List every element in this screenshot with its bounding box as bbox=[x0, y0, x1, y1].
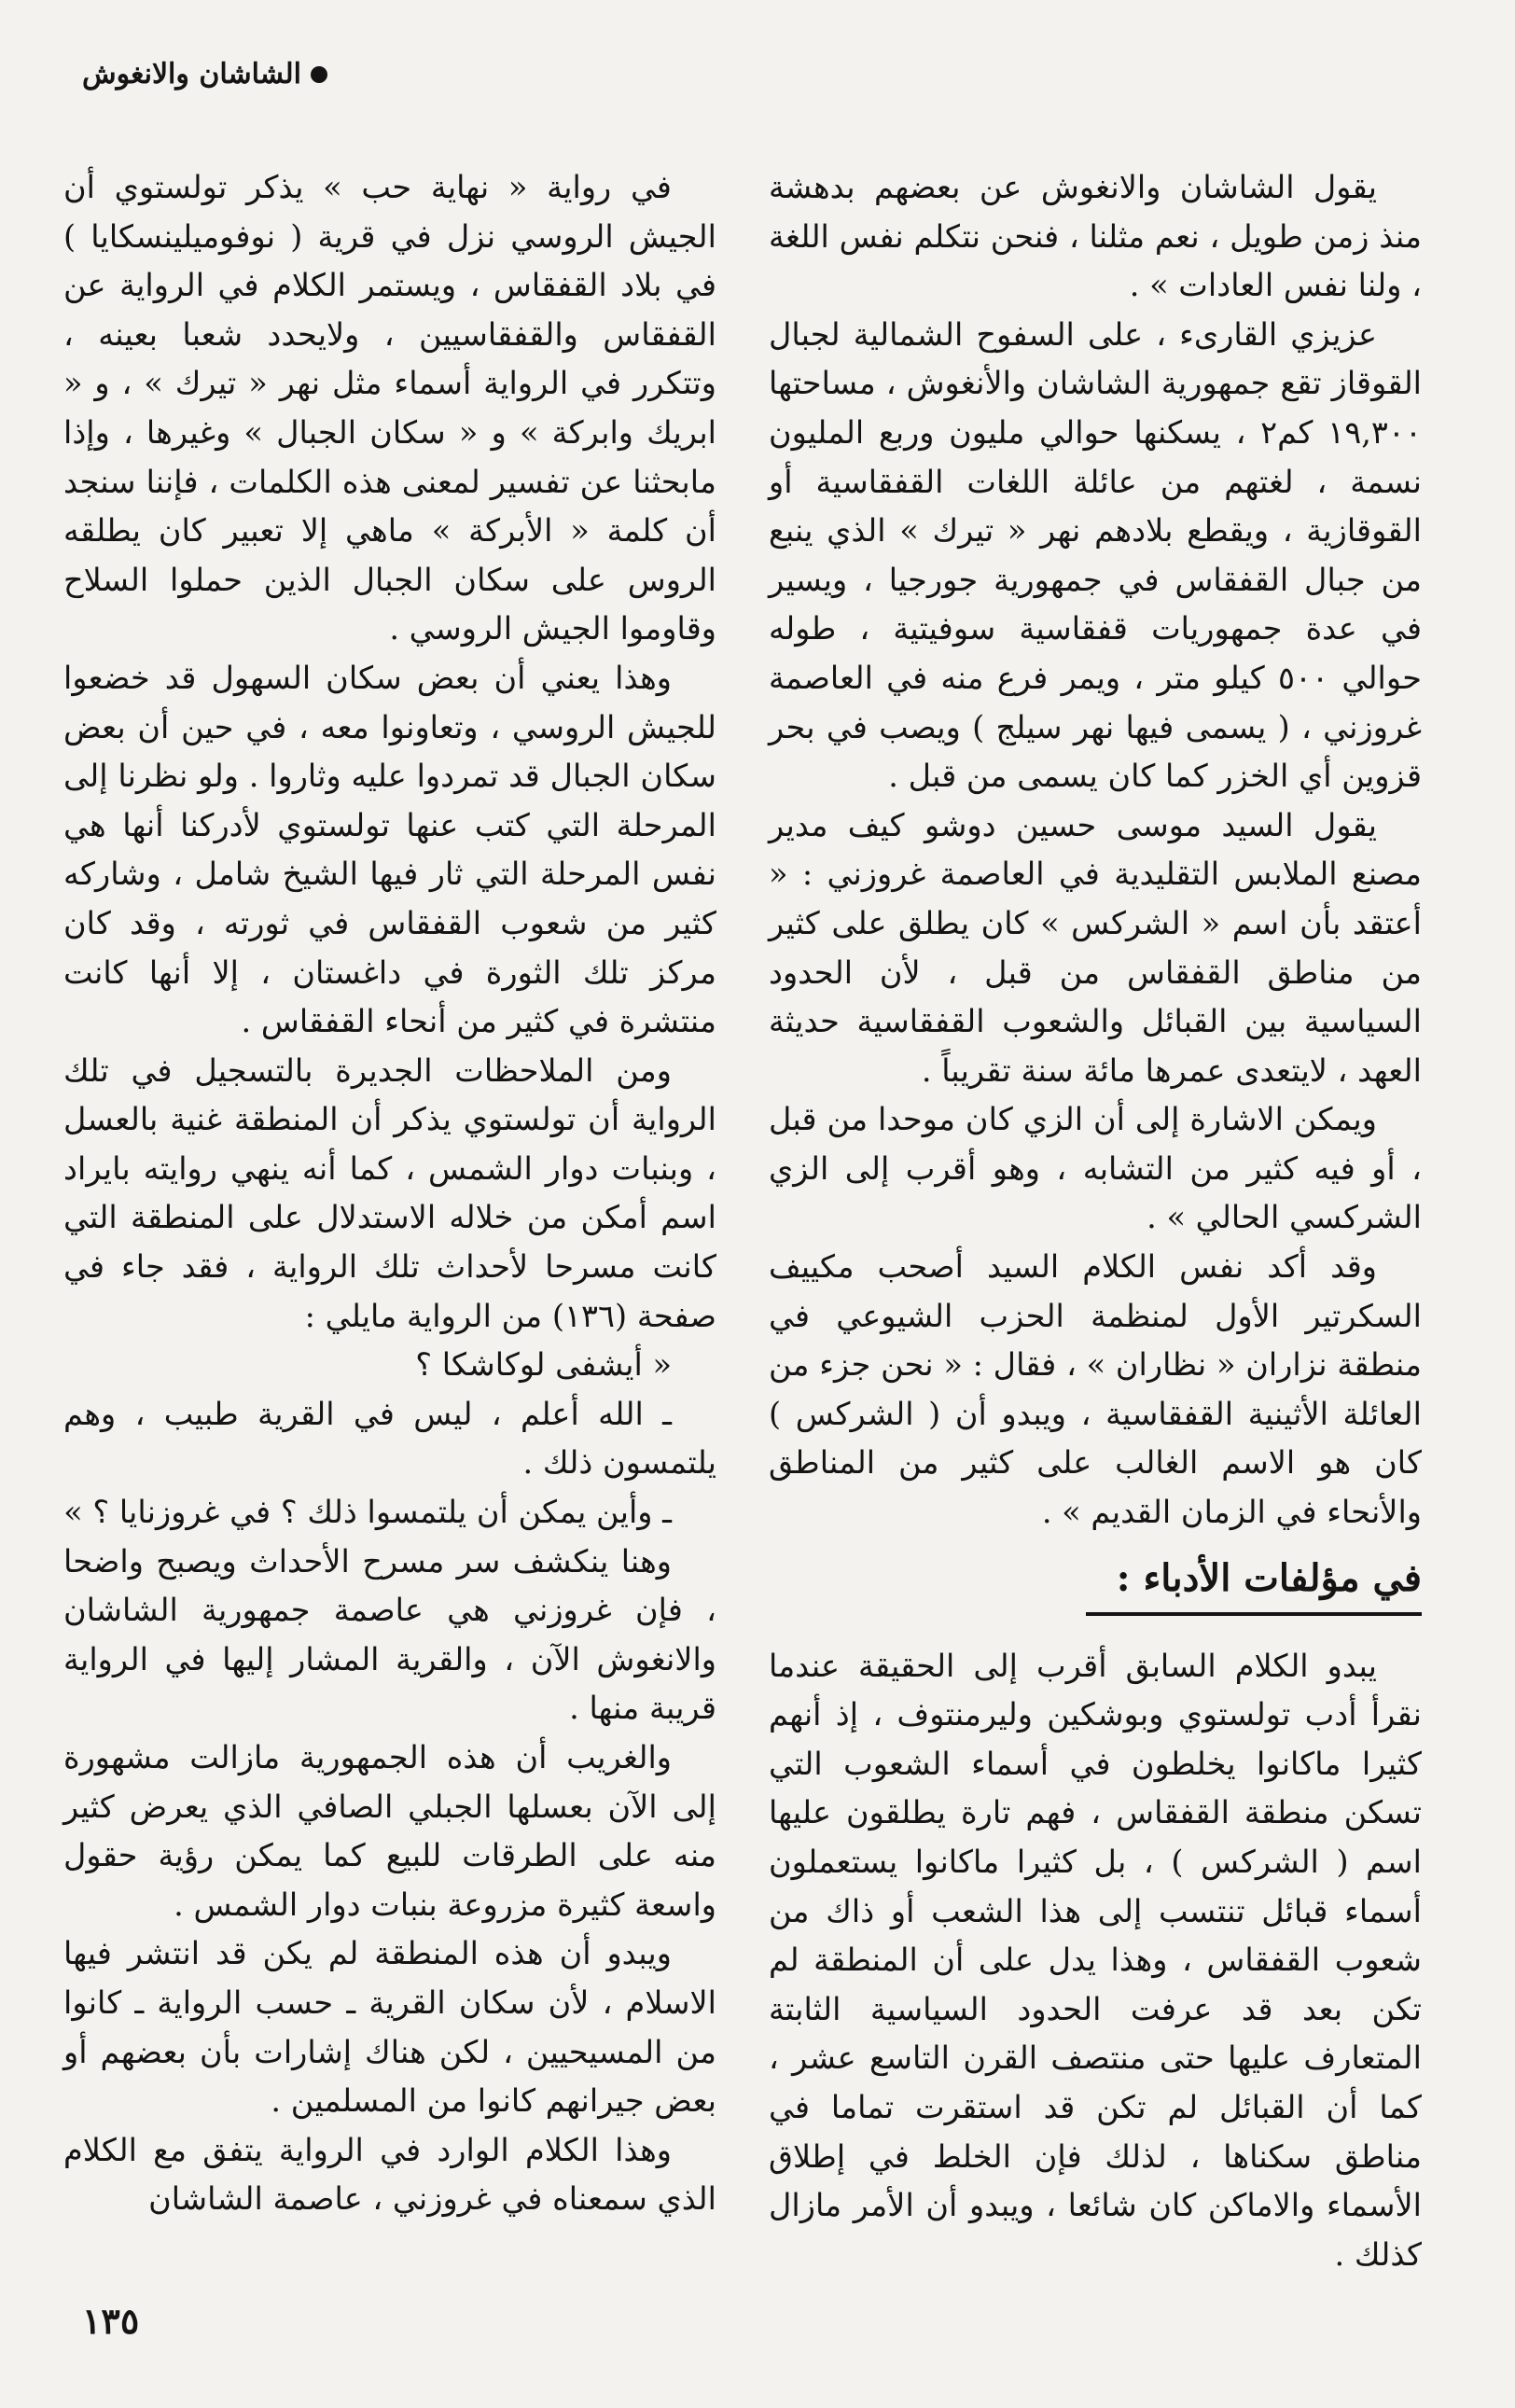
paragraph: يقول السيد موسى حسين دوشو كيف مدير مصنع الملابس التقليدية في العاصمة غروزني : « أعتقد بأن اسم « الشركس » كان يطلق على كثير من مناطق القفقاس من قبل ، لأن الحدود السياسية بين القبائل والشعوب القفقاسية حديثة العهد ، لايتعدى عمرها مائة سنة تقريباً . bbox=[769, 806, 1422, 1089]
paragraph: ويمكن الاشارة إلى أن الزي كان موحدا من قبل ، أو فيه كثير من التشابه ، وهو أقرب إلى الزي الشركسي الحالي » . bbox=[769, 1101, 1422, 1236]
left-column bbox=[63, 163, 716, 2224]
paragraph: ويبدو أن هذه المنطقة لم يكن قد انتشر فيها الاسلام ، لأن سكان القرية ـ حسب الرواية ـ كانوا من المسيحيين ، لكن هناك إشارات بأن بعضهم أو بعض جيرانهم كانوا من المسلمين . bbox=[63, 1935, 716, 2120]
paragraph: يقول الشاشان والانغوش عن بعضهم بدهشة منذ زمن طويل ، نعم مثلنا ، فنحن نتكلم نفس اللغة ، ولنا نفس العادات » . bbox=[769, 169, 1422, 304]
paragraph: يبدو الكلام السابق أقرب إلى الحقيقة عندما نقرأ أدب تولستوي وبوشكين وليرمنتوف ، إذ أنهم كثيرا ماكانوا يخلطون في أسماء الشعوب التي تسكن منطقة القفقاس ، فهم تارة يطلقون عليها اسم ( الشركس ) ، بل كثيرا ماكانوا يستعملون أسماء قبائل تنتسب إلى هذا الشعب أو ذاك من شعوب القفقاس ، وهذا يدل على أن المنطقة لم تكن بعد قد عرفت الحدود السياسية الثابتة المتعارف عليها حتى منتصف القرن التاسع عشر ، كما أن القبائل لم تكن قد استقرت تماما في مناطق سكناها ، لذلك فإن الخلط في إطلاق الأسماء والاماكن كان شائعا ، ويبدو أن الأمر مازال كذلك . bbox=[769, 1647, 1422, 2273]
paragraph: ومن الملاحظات الجديرة بالتسجيل في تلك الرواية أن تولستوي يذكر أن المنطقة غنية بالعسل ، وبنبات دوار الشمس ، كما أنه ينهي روايته بايراد اسم أمكن من خلاله الاستدلال على المنطقة التي كانت مسرحا لأحداث تلك الرواية ، فقد جاء في صفحة (١٣٦) من الرواية مايلي : bbox=[63, 1051, 716, 1334]
paragraph: وهذا الكلام الوارد في الرواية يتفق مع الكلام الذي سمعناه في غروزني ، عاصمة الشاشان bbox=[63, 2131, 716, 2218]
running-title: الشاشان والانغوش bbox=[82, 58, 302, 90]
running-header bbox=[82, 58, 327, 90]
paragraph: وقد أكد نفس الكلام السيد أصحب مكييف السكرتير الأول لمنظمة الحزب الشيوعي في منطقة نزاران « نظاران » ، فقال : « نحن جزء من العائلة الأثينية القفقاسية ، ويبدو أن ( الشركس ) كان هو الاسم الغالب على كثير من المناطق والأنحاء في الزمان القديم » . bbox=[769, 1248, 1422, 1531]
quote-line: « أيشفى لوكاشكا ؟ bbox=[415, 1346, 672, 1384]
right-column bbox=[769, 163, 1422, 2279]
paragraph: وهنا ينكشف سر مسرح الأحداث ويصبح واضحا ، فإن غروزني هي عاصمة جمهورية الشاشان والانغوش الآن ، والقرية المشار إليها في الرواية قريبة منها . bbox=[63, 1542, 716, 1727]
bullet-icon bbox=[311, 66, 327, 83]
page-number: ١٣٥ bbox=[82, 2300, 140, 2342]
paragraph: وهذا يعني أن بعض سكان السهول قد خضعوا للجيش الروسي ، وتعاونوا معه ، في حين أن بعض سكان الجبال قد تمردوا عليه وثاروا . ولو نظرنا إلى المرحلة التي كتب عنها تولستوي لأدركنا أنها هي نفس المرحلة التي ثار فيها الشيخ شامل ، وشاركه كثير من شعوب القفقاس في ثورته ، وقد كان مركز تلك الثورة في داغستان ، إلا أنها كانت منتشرة في كثير من أنحاء القفقاس . bbox=[63, 659, 716, 1040]
paragraph: عزيزي القارىء ، على السفوح الشمالية لجبال القوقاز تقع جمهورية الشاشان والأنغوش ، مساحتها ١٩,٣٠٠ كم٢ ، يسكنها حوالي مليون وربع المليون نسمة ، لغتهم من عائلة اللغات القفقاسية أو القوقازية ، ويقطع بلادهم نهر « تيرك » الذي ينبع من جبال القفقاس في جمهورية جورجيا ، ويسير في عدة جمهوريات قفقاسية سوفيتية ، طوله حوالي ٥٠٠ كيلو متر ، ويمر فرع منه في العاصمة غروزني ، ( يسمى فيها نهر سيلج ) ويصب في بحر قزوين أي الخزر كما كان يسمى من قبل . bbox=[769, 315, 1423, 795]
quote-line: ـ وأين يمكن أن يلتمسوا ذلك ؟ في غروزنايا ؟ » bbox=[63, 1494, 672, 1531]
paragraph: في رواية « نهاية حب » يذكر تولستوي أن الجيش الروسي نزل في قرية ( نوفوميلينسكايا ) في بلاد القفقاس ، ويستمر الكلام في الرواية عن القفقاس والقفقاسيين ، ولايحدد شعبا بعينه ، وتتكرر في الرواية أسماء مثل نهر « تيرك » ، و « ابريك وابركة » و « سكان الجبال » وغيرها ، وإذا مابحثنا عن تفسير لمعنى هذه الكلمات ، فإننا سنجد أن كلمة « الأبركة » ماهي إلا تعبير كان يطلقه الروس على سكان الجبال الذين حملوا السلاح وقاوموا الجيش الروسي . bbox=[63, 169, 716, 647]
section-heading: في مؤلفات الأدباء : bbox=[1086, 1552, 1422, 1616]
paragraph: والغريب أن هذه الجمهورية مازالت مشهورة إلى الآن بعسلها الجبلي الصافي الذي يعرض كثير منه على الطرقات للبيع كما يمكن رؤية حقول واسعة كثيرة مزروعة بنبات دوار الشمس . bbox=[63, 1739, 716, 1923]
quote-line: ـ الله أعلم ، ليس في القرية طبيب ، وهم يلتمسون ذلك . bbox=[63, 1395, 716, 1482]
